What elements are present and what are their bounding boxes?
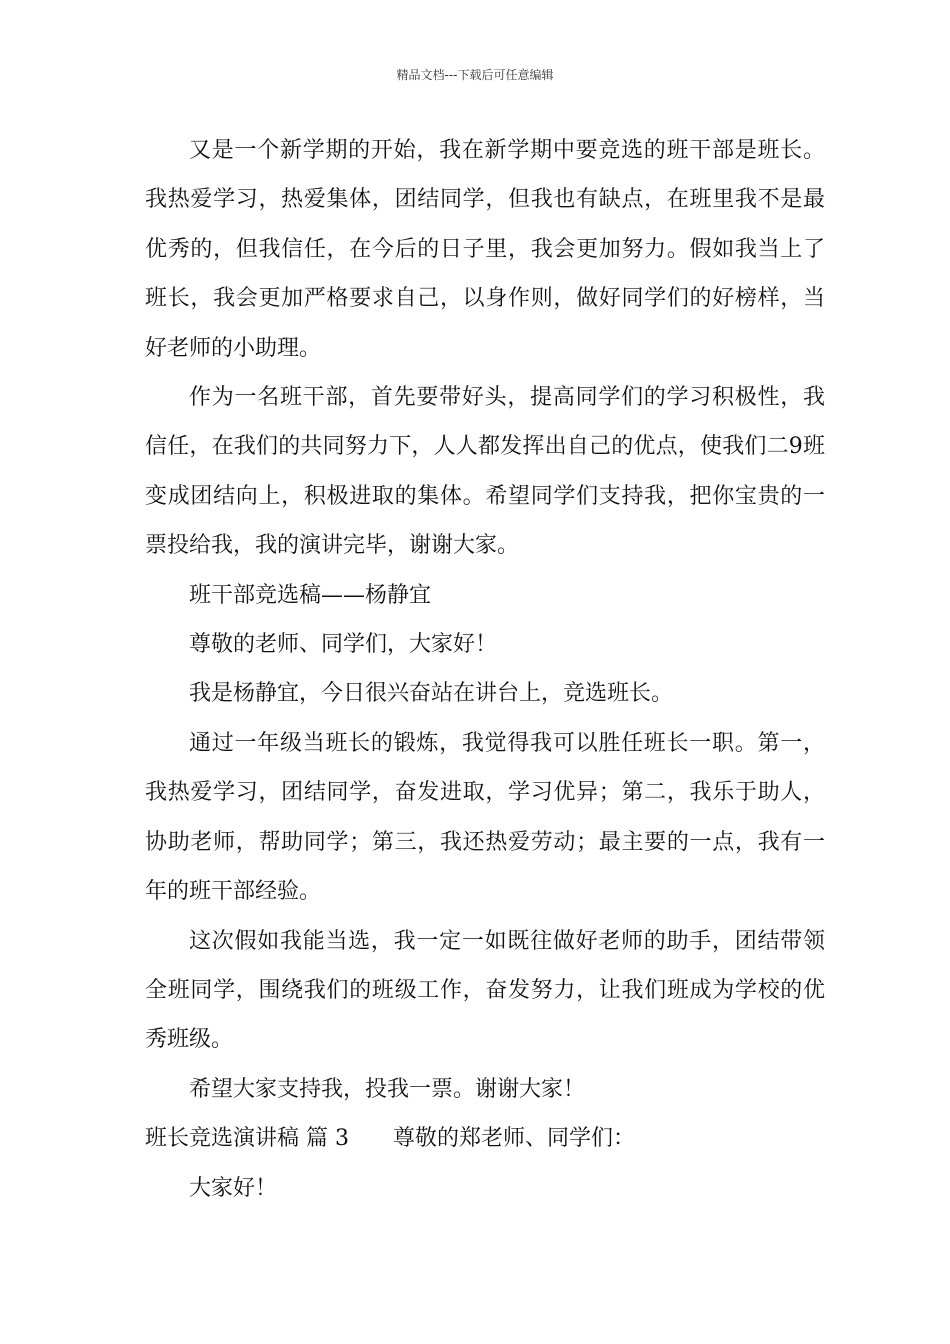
paragraph-1: 又是一个新学期的开始，我在新学期中要竞选的班干部是班长。我热爱学习，热爱集体，团结同学，但我也有缺点，在班里我不是最优秀的，但我信任，在今后的日子里，我会更加努力。假如我当上了班长，我会更加严格要求自己，以身作则，做好同学们的好榜样，当好老师的小助理。	[145, 138, 825, 361]
document-body	[145, 126, 825, 1213]
paragraph-thanks: 希望大家支持我，投我一票。谢谢大家！	[189, 1076, 586, 1102]
paragraph-2: 作为一名班干部，首先要带好头，提高同学们的学习积极性，我信任，在我们的共同努力下，人人都发挥出自己的优点，使我们二9班变成团结向上，积极进取的集体。希望同学们支持我，把你宝贵的一票投给我，我的演讲完毕，谢谢大家。	[145, 385, 825, 559]
closing-greeting: 大家好！	[189, 1175, 278, 1201]
paragraph-promise: 这次假如我能当选，我一定一如既往做好老师的助手，团结带领全班同学，围绕我们的班级工作，奋发努力，让我们班成为学校的优秀班级。	[145, 928, 825, 1053]
speech-greeting: 尊敬的老师、同学们，大家好！	[189, 632, 498, 658]
speech-title: 班干部竞选稿——杨静宜	[189, 582, 432, 608]
paragraph-intro: 我是杨静宜，今日很兴奋站在讲台上，竞选班长。	[189, 681, 674, 707]
section-greeting: 尊敬的郑老师、同学们：	[393, 1126, 636, 1152]
section-heading-line	[145, 1114, 825, 1163]
page-header: 精品文档---下载后可任意编辑	[396, 68, 554, 82]
section-title: 班长竞选演讲稿	[145, 1126, 300, 1152]
section-number: 篇 3	[306, 1126, 350, 1152]
paragraph-reasons: 通过一年级当班长的锻炼，我觉得我可以胜任班长一职。第一，我热爱学习，团结同学，奋发进取，学习优异；第二，我乐于助人，协助老师，帮助同学；第三，我还热爱劳动；最主要的一点，我有一年的班干部经验。	[145, 730, 825, 905]
